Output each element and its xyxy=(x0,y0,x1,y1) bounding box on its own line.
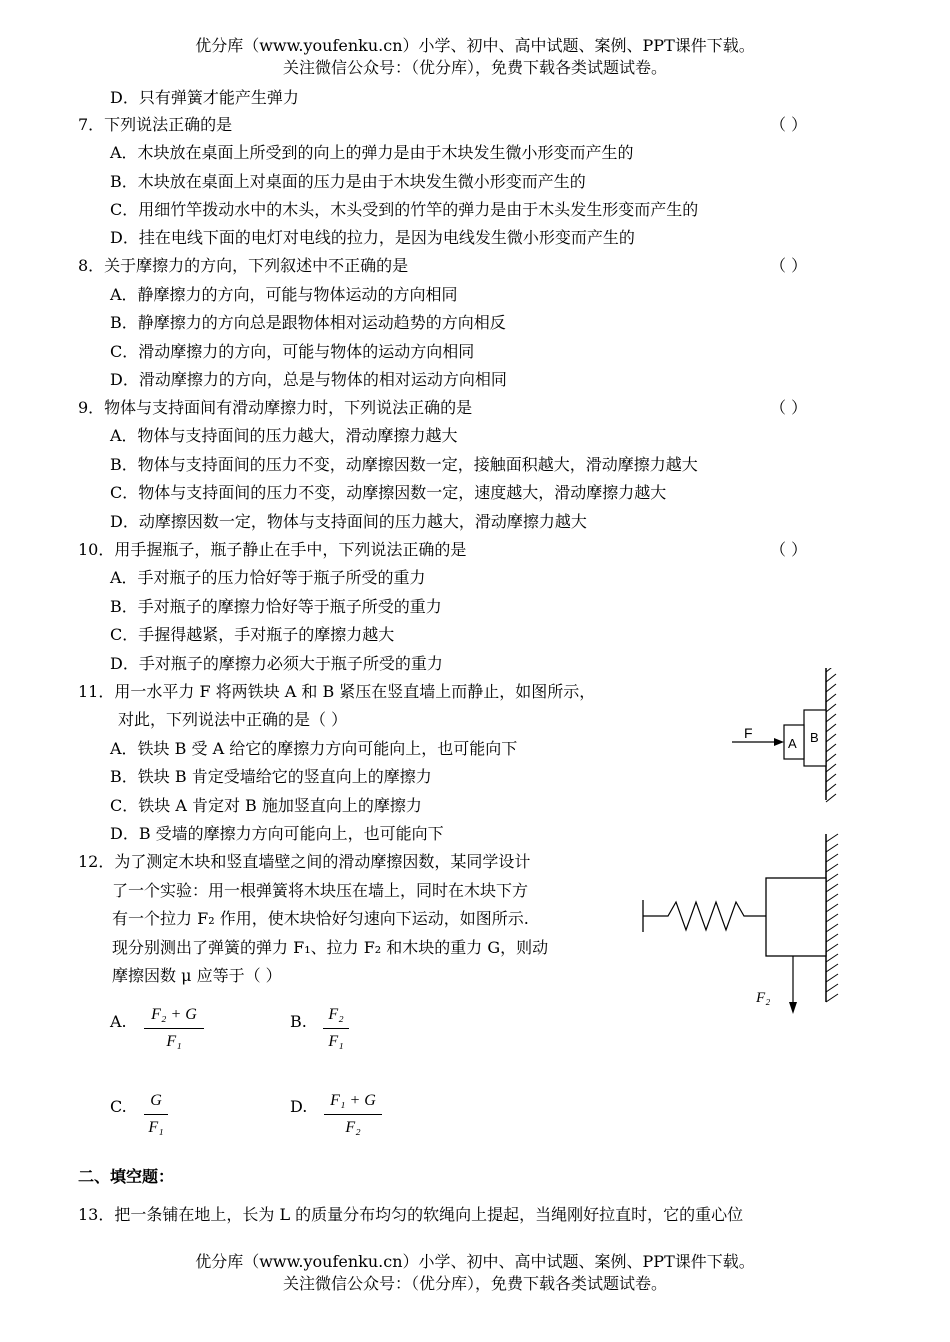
q12-option-a-label: A. xyxy=(110,1012,127,1031)
q12-option-a-denominator: F₁ xyxy=(166,1033,182,1050)
q7-option-d: D．挂在电线下面的电灯对电线的拉力，是因为电线发生微小形变而产生的 xyxy=(110,228,635,247)
q7-option-a: A．木块放在桌面上所受到的向上的弹力是由于木块发生微小形变而产生的 xyxy=(110,143,634,162)
q10-stem: 10．用手握瓶子，瓶子静止在手中，下列说法正确的是 xyxy=(78,540,467,559)
footer-line-2: 关注微信公众号：（优分库），免费下载各类试题试卷。 xyxy=(282,1274,667,1293)
header-line-2: 关注微信公众号：（优分库），免费下载各类试题试卷。 xyxy=(282,58,667,77)
q9-option-d: D．动摩擦因数一定，物体与支持面间的压力越大，滑动摩擦力越大 xyxy=(110,512,587,531)
block-a-label: A xyxy=(788,736,797,751)
q12-stem-line-1: 12．为了测定木块和竖直墙壁之间的滑动摩擦因数，某同学设计 xyxy=(78,852,531,871)
q10-option-c: C．手握得越紧，手对瓶子的摩擦力越大 xyxy=(110,625,395,644)
q7-stem: 7．下列说法正确的是 xyxy=(78,115,233,134)
q11-option-d: D．B 受墙的摩擦力方向可能向上，也可能向下 xyxy=(110,824,444,843)
q12-option-a-fraction xyxy=(144,1004,204,1053)
q12-stem-line-4: 现分别测出了弹簧的弹力 F₁、拉力 F₂ 和木块的重力 G，则动 xyxy=(112,938,549,957)
q12-option-d-label: D. xyxy=(290,1097,308,1116)
q7-option-b: B．木块放在桌面上对桌面的压力是由于木块发生微小形变而产生的 xyxy=(110,172,586,191)
q9-option-b: B．物体与支持面间的压力不变，动摩擦因数一定，接触面积越大，滑动摩擦力越大 xyxy=(110,455,698,474)
q11-stem-line-1: 11．用一水平力 F 将两铁块 A 和 B 紧压在竖直墙上而静止，如图所示， xyxy=(78,682,596,701)
q12-option-c-fraction xyxy=(144,1090,168,1139)
q12-option-c-label: C. xyxy=(110,1097,127,1116)
q8-stem: 8．关于摩擦力的方向，下列叙述中不正确的是 xyxy=(78,256,409,275)
q13-stem: 13．把一条铺在地上，长为 L 的质量分布均匀的软绳向上提起，当绳刚好拉直时，它的重心位 xyxy=(78,1205,744,1224)
header-line-1: 优分库（www.youfenku.cn）小学、初中、高中试题、案例、PPT课件下载。 xyxy=(195,36,755,55)
block-b-label: B xyxy=(810,730,819,745)
wood-block xyxy=(766,878,826,956)
q7-option-c: C．用细竹竿拨动水中的木头，木头受到的竹竿的弹力是由于木头发生形变而产生的 xyxy=(110,200,699,219)
q10-answer-paren: （ ） xyxy=(770,540,808,559)
q9-option-c: C．物体与支持面间的压力不变，动摩擦因数一定，速度越大，滑动摩擦力越大 xyxy=(110,483,667,502)
q8-option-b: B．静摩擦力的方向总是跟物体相对运动趋势的方向相反 xyxy=(110,313,506,332)
q8-option-c: C．滑动摩擦力的方向，可能与物体的运动方向相同 xyxy=(110,342,475,361)
force-f2-label: F₂ xyxy=(756,990,771,1006)
q11-figure xyxy=(730,668,840,803)
q12-option-b-denominator: F₁ xyxy=(328,1033,344,1050)
q11-stem-line-2: 对此，下列说法中正确的是（ ） xyxy=(118,710,348,729)
q12-stem-line-3: 有一个拉力 F₂ 作用，使木块恰好匀速向下运动，如图所示. xyxy=(112,909,529,928)
spring xyxy=(643,902,766,930)
q7-answer-paren: （ ） xyxy=(770,115,808,134)
q12-option-d-denominator: F₂ xyxy=(345,1119,361,1136)
q12-figure xyxy=(640,830,845,1020)
q9-answer-paren: （ ） xyxy=(770,398,808,417)
q8-option-d: D．滑动摩擦力的方向，总是与物体的相对运动方向相同 xyxy=(110,370,507,389)
q10-option-d: D．手对瓶子的摩擦力必须大于瓶子所受的重力 xyxy=(110,654,443,673)
q12-option-c-numerator: G xyxy=(150,1092,162,1109)
q11-option-c: C．铁块 A 肯定对 B 施加竖直向上的摩擦力 xyxy=(110,796,422,815)
q8-option-a: A．静摩擦力的方向，可能与物体运动的方向相同 xyxy=(110,285,458,304)
q12-option-a-numerator: F₂ + G xyxy=(151,1006,197,1023)
q9-stem: 9．物体与支持面间有滑动摩擦力时，下列说法正确的是 xyxy=(78,398,473,417)
force-f-label: F xyxy=(744,725,753,741)
q12-option-c-denominator: F₁ xyxy=(148,1119,164,1136)
q11-option-a: A．铁块 B 受 A 给它的摩擦力方向可能向上，也可能向下 xyxy=(110,739,518,758)
q9-option-a: A．物体与支持面间的压力越大，滑动摩擦力越大 xyxy=(110,426,458,445)
q12-option-b-label: B. xyxy=(290,1012,307,1031)
q11-option-b: B．铁块 B 肯定受墙给它的竖直向上的摩擦力 xyxy=(110,767,432,786)
q12-option-b-fraction xyxy=(323,1004,349,1053)
q12-stem-line-2: 了一个实验：用一根弹簧将木块压在墙上，同时在木块下方 xyxy=(112,881,529,900)
q12-option-b-numerator: F₂ xyxy=(328,1006,344,1023)
q10-option-a: A．手对瓶子的压力恰好等于瓶子所受的重力 xyxy=(110,568,426,587)
q12-stem-line-5: 摩擦因数 μ 应等于（ ） xyxy=(112,966,282,985)
q12-option-d-fraction xyxy=(324,1090,382,1139)
q6-option-d: D．只有弹簧才能产生弹力 xyxy=(110,88,299,107)
section-2-title: 二、填空题： xyxy=(78,1167,175,1186)
q12-option-d-numerator: F₁ + G xyxy=(330,1092,376,1109)
q8-answer-paren: （ ） xyxy=(770,256,808,275)
footer-line-1: 优分库（www.youfenku.cn）小学、初中、高中试题、案例、PPT课件下载。 xyxy=(195,1252,755,1271)
q10-option-b: B．手对瓶子的摩擦力恰好等于瓶子所受的重力 xyxy=(110,597,442,616)
